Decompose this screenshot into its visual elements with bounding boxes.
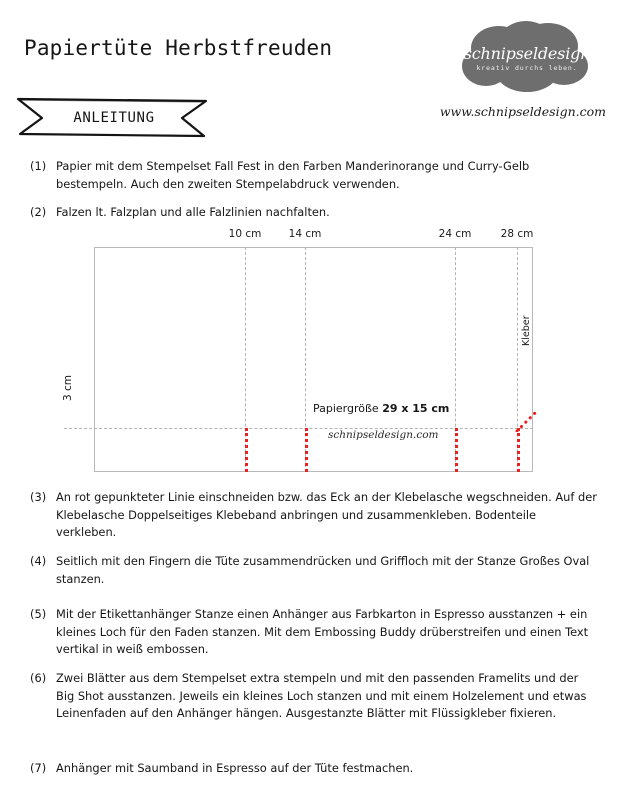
logo-name: schnipseldesign [463,44,591,63]
paper-size-prefix: Papiergröße [313,402,383,415]
diagram-watermark: schnipseldesign.com [328,429,439,441]
cut-line-28cm [517,428,520,472]
step-item-1 [30,158,598,193]
paper-sheet-outline [94,247,533,472]
step-number: (2) [30,205,47,219]
banner [12,96,212,140]
step-number: (5) [30,607,47,621]
fold-label-3cm: 3 cm [62,374,74,401]
step-item-5 [30,606,598,659]
logo [452,18,602,98]
step-text: Mit der Etikettanhänger Stanze einen Anhänger aus Farbkarton in Espresso ausstanzen + ein kleines Loch für den Faden stanzen. Mit dem Embossing Buddy drüberstreifen und einen Text vertikal in weiß embossen. [56,607,589,656]
step-item-2 [30,204,598,222]
step-number: (3) [30,490,47,504]
glue-flap-label: Kleber [521,315,532,346]
step-item-3 [30,489,598,542]
paper-size-label [313,402,449,415]
cut-line-24cm [455,428,458,472]
step-item-7 [30,760,598,778]
step-text: Zwei Blätter aus dem Stempelset extra stempeln und mit den passenden Framelits und der Big Shot ausstanzen. Jeweils ein kleines Loch stanzen und mit einem Holzelement und etwas Leinenfaden auf den Anhänger hängen. Ausgestanzte Blätter mit Flüssigkleber fixieren. [56,671,587,720]
step-text: An rot gepunkteter Linie einschneiden bzw. das Eck an der Klebelasche wegschneiden. Auf der Klebelasche Doppelseitiges Klebeband anbringen und zusammenkleben. Bodenteile verkleben. [56,490,597,539]
cut-line-14cm [305,428,308,472]
fold-label-24cm: 24 cm [438,228,472,240]
fold-label-28cm: 28 cm [500,228,534,240]
step-number: (1) [30,159,47,173]
step-number: (4) [30,554,47,568]
logo-tagline: kreativ durchs leben. [476,64,578,72]
step-item-6 [30,670,598,723]
banner-label: ANLEITUNG [73,110,155,126]
page-header [0,0,620,140]
step-text: Falzen lt. Falzplan und alle Falzlinien nachfalten. [56,205,330,219]
fold-label-14cm: 14 cm [288,228,322,240]
cut-line-corner-diagonal [505,408,541,432]
fold-label-10cm: 10 cm [228,228,262,240]
paper-size-value: 29 x 15 cm [382,402,450,415]
step-number: (6) [30,671,47,685]
cut-line-10cm [245,428,248,472]
step-text: Seitlich mit den Fingern die Tüte zusammendrücken und Griffloch mit der Stanze Großes Oval stanzen. [56,554,590,586]
fold-line-3cm [64,428,533,429]
fold-plan-diagram [0,226,620,481]
website-url: www.schnipseldesign.com [439,104,606,119]
step-text: Papier mit dem Stempelset Fall Fest in den Farben Manderinorange und Curry-Gelb bestempeln. Auch den zweiten Stempelabdruck verwenden. [56,159,530,191]
step-text: Anhänger mit Saumband in Espresso auf der Tüte festmachen. [56,761,414,775]
step-number: (7) [30,761,47,775]
page-title: Papiertüte Herbstfreuden [24,36,333,60]
step-item-4 [30,553,598,588]
